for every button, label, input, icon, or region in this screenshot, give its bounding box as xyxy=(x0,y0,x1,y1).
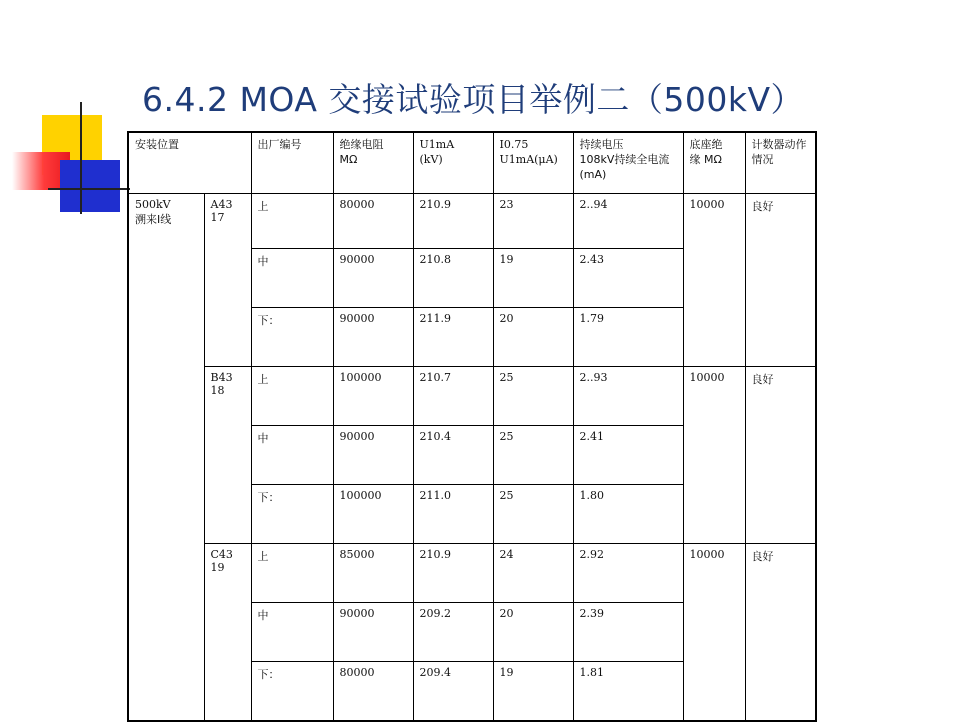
i075-cell: 24 xyxy=(493,544,573,603)
continuous-current-cell: 1.80 xyxy=(573,485,683,544)
table-row xyxy=(128,544,816,603)
header-base-line2: 缘 MΩ xyxy=(689,153,722,166)
header-cont-line1: 持续电压 xyxy=(579,138,624,151)
header-serial: 出厂编号 xyxy=(251,132,333,194)
base-insulation-cell: 10000 xyxy=(683,544,745,722)
base-insulation-cell: 10000 xyxy=(683,367,745,544)
header-u1ma xyxy=(413,132,493,194)
header-counter: 计数器动作情况 xyxy=(745,132,816,194)
header-location: 安装位置 xyxy=(128,132,251,194)
table-row xyxy=(128,194,816,249)
u1ma-cell: 211.9 xyxy=(413,308,493,367)
base-insulation-cell: 10000 xyxy=(683,194,745,367)
test-results-table xyxy=(127,131,817,722)
location-cell xyxy=(128,194,204,722)
continuous-current-cell: 2.39 xyxy=(573,603,683,662)
u1ma-cell: 210.9 xyxy=(413,544,493,603)
i075-cell: 20 xyxy=(493,603,573,662)
continuous-current-cell: 2.43 xyxy=(573,249,683,308)
phase-line2: 18 xyxy=(210,384,225,397)
continuous-current-cell: 2..93 xyxy=(573,367,683,426)
header-resistance xyxy=(333,132,413,194)
header-row xyxy=(128,132,816,194)
i075-cell: 20 xyxy=(493,308,573,367)
slide-title: 6.4.2 MOA 交接试验项目举例二（500kV） xyxy=(142,80,805,119)
continuous-current-cell: 2.41 xyxy=(573,426,683,485)
phase-line2: 19 xyxy=(210,561,225,574)
counter-status-cell: 良好 xyxy=(745,367,816,544)
position-cell: 上 xyxy=(251,194,333,249)
header-resistance-line1: 绝缘电阻 xyxy=(339,138,384,151)
i075-cell: 25 xyxy=(493,367,573,426)
position-cell: 下： xyxy=(251,308,333,367)
continuous-current-cell: 2..94 xyxy=(573,194,683,249)
u1ma-cell: 210.9 xyxy=(413,194,493,249)
continuous-current-cell: 1.81 xyxy=(573,662,683,722)
header-i075-line2: U1mA(μA) xyxy=(499,153,558,166)
phase-cell xyxy=(204,367,251,544)
decor-horizontal-line xyxy=(48,188,130,190)
u1ma-cell: 211.0 xyxy=(413,485,493,544)
position-cell: 下： xyxy=(251,485,333,544)
header-i075-line1: I0.75 xyxy=(499,138,529,151)
resistance-cell: 85000 xyxy=(333,544,413,603)
header-cont-line2: 108kV持续全电流(mA) xyxy=(579,153,670,181)
resistance-cell: 90000 xyxy=(333,426,413,485)
u1ma-cell: 210.4 xyxy=(413,426,493,485)
i075-cell: 19 xyxy=(493,249,573,308)
location-line1: 500kV xyxy=(135,198,171,211)
phase-line1: C43 xyxy=(210,548,233,561)
resistance-cell: 90000 xyxy=(333,308,413,367)
continuous-current-cell: 2.92 xyxy=(573,544,683,603)
continuous-current-cell: 1.79 xyxy=(573,308,683,367)
u1ma-cell: 210.7 xyxy=(413,367,493,426)
position-cell: 中 xyxy=(251,249,333,308)
counter-status-cell: 良好 xyxy=(745,194,816,367)
header-continuous-voltage xyxy=(573,132,683,194)
decor-blue-square xyxy=(60,160,120,212)
header-u1ma-line2: (kV) xyxy=(419,153,443,166)
counter-status-cell: 良好 xyxy=(745,544,816,722)
u1ma-cell: 210.8 xyxy=(413,249,493,308)
resistance-cell: 90000 xyxy=(333,603,413,662)
position-cell: 中 xyxy=(251,426,333,485)
u1ma-cell: 209.2 xyxy=(413,603,493,662)
header-u1ma-line1: U1mA xyxy=(419,138,455,151)
position-cell: 下： xyxy=(251,662,333,722)
table-row xyxy=(128,367,816,426)
resistance-cell: 90000 xyxy=(333,249,413,308)
u1ma-cell: 209.4 xyxy=(413,662,493,722)
i075-cell: 19 xyxy=(493,662,573,722)
phase-cell xyxy=(204,544,251,722)
resistance-cell: 100000 xyxy=(333,367,413,426)
header-base-line1: 底座绝 xyxy=(689,138,723,151)
phase-cell xyxy=(204,194,251,367)
position-cell: 中 xyxy=(251,603,333,662)
decor-vertical-line xyxy=(80,102,82,214)
i075-cell: 23 xyxy=(493,194,573,249)
i075-cell: 25 xyxy=(493,426,573,485)
phase-line1: B43 xyxy=(210,371,233,384)
header-base-insulation xyxy=(683,132,745,194)
position-cell: 上 xyxy=(251,367,333,426)
header-i075 xyxy=(493,132,573,194)
phase-line1: A43 xyxy=(210,198,233,211)
header-resistance-line2: MΩ xyxy=(339,153,358,166)
i075-cell: 25 xyxy=(493,485,573,544)
position-cell: 上 xyxy=(251,544,333,603)
phase-line2: 17 xyxy=(210,211,225,224)
location-line2: 溯来I线 xyxy=(135,213,172,226)
resistance-cell: 80000 xyxy=(333,662,413,722)
resistance-cell: 80000 xyxy=(333,194,413,249)
resistance-cell: 100000 xyxy=(333,485,413,544)
